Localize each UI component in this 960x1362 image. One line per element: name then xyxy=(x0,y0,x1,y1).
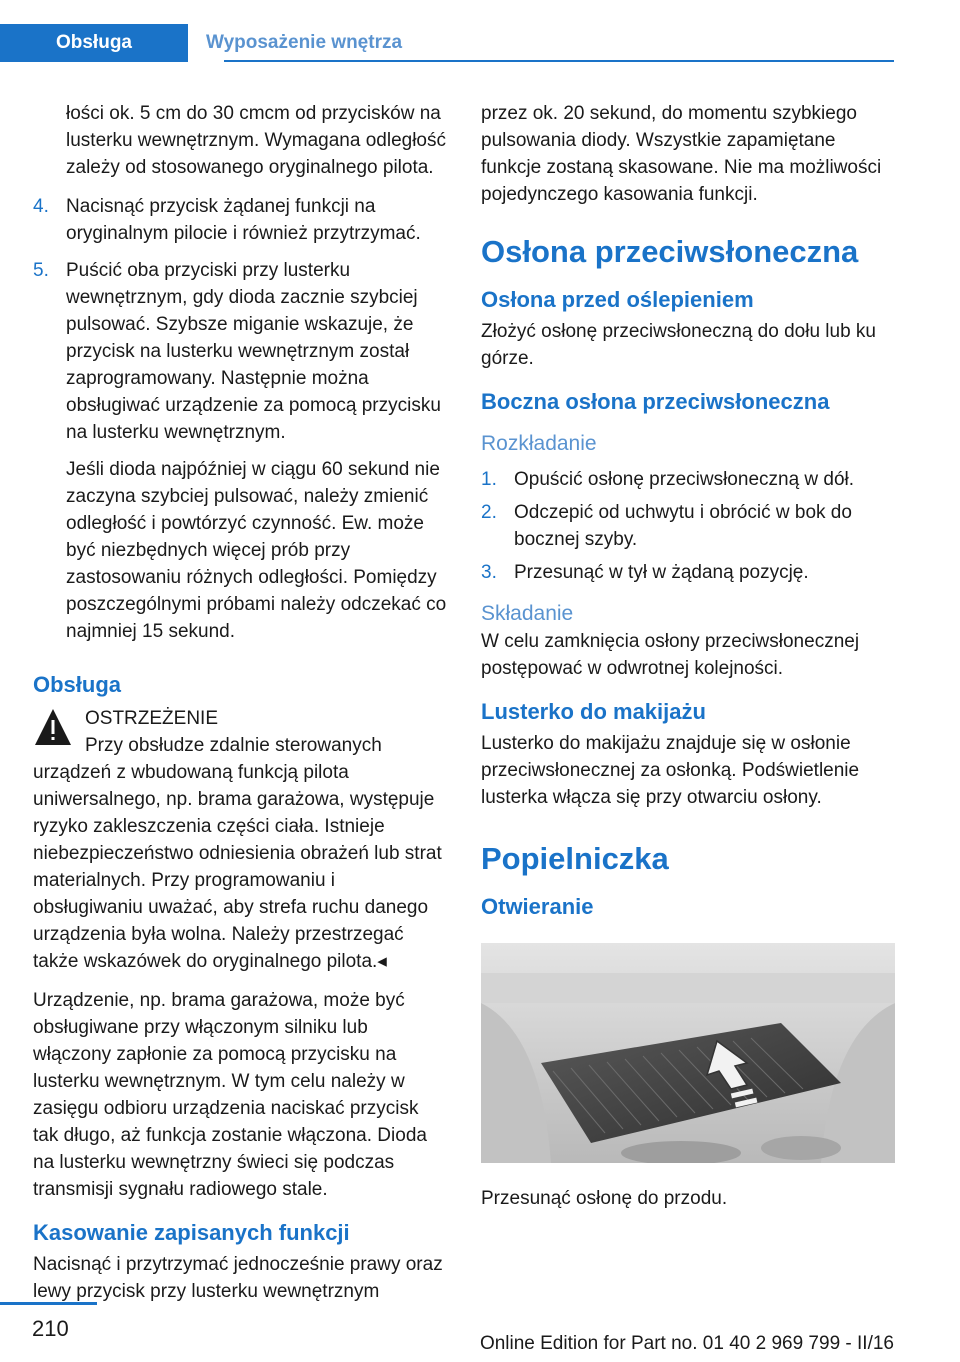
header-tabs xyxy=(0,24,420,62)
obsluga-paragraph: Urządzenie, np. brama garażowa, może być obsługiwane przy włączonym silniku lub włączony zapłonie za pomocą przycisku na lusterku wewnętrznym. W tym celu należy w zasięgu odbioru urządzenia naciskać przycisk tak długo, aż funkcja zostanie włączona. Dioda na lusterku wewnętrzny świeci się podczas transmisji sygnału radiowego stale. xyxy=(33,990,427,1200)
list-text: Puścić oba przyciski przy lusterku wewnętrznym, gdy dioda zacznie szybciej pulsować. Szybsze miganie wskazuje, że przycisk na lusterku wewnętrznym został zaprogramowany. Następnie można obsługiwać urządzenie za pomocą przycisku na lusterku wewnętrznym. xyxy=(66,260,441,443)
list-item xyxy=(33,193,448,247)
footer-divider xyxy=(0,1302,97,1305)
warning-text: Przy obsłudze zdalnie sterowanych urządzeń z wbudowaną funkcją pilota uniwersalnego, np. brama garażowa, występuje ryzyko zakleszczenia części ciała. Istnieje niebezpieczeństwo odniesienia obrażeń lub strat materialnych. Przy programowaniu i obsługiwaniu uważać, aby strefa ruchu danego urządzenia była wolna. Należy przestrzegać także wskazówek do oryginalnego pilota.◂ xyxy=(33,735,442,972)
list-number: 3. xyxy=(481,562,497,583)
section-heading-kasowanie: Kasowanie zapisanych funkcji xyxy=(33,1220,350,1245)
section-heading-otwieranie: Otwieranie xyxy=(481,894,594,919)
warning-icon xyxy=(33,705,85,749)
step-note: Jeśli dioda najpóźniej w ciągu 60 sekund nie zaczyna szybciej pulsować, należy zmienić odległość i powtórzyć czynność. Ew. może być niezbędnych więcej prób przy zastosowaniu różnych odległości. Pomiędzy poszczególnymi próbami należy odczekać co najmniej 15 sekund. xyxy=(66,459,447,642)
list-text: Odczepić od uchwytu i obrócić w bok do bocznej szyby. xyxy=(514,502,852,550)
header-divider xyxy=(224,60,894,62)
chapter-title-oslona: Osłona przeciwsłoneczna xyxy=(481,234,859,269)
kasowanie-paragraph: Nacisnąć i przytrzymać jednocześnie prawy oraz lewy przycisk przy lusterku wewnętrznym xyxy=(33,1254,443,1302)
list-number: 4. xyxy=(33,196,49,217)
subheading-rozkladanie: Rozkładanie xyxy=(481,432,597,455)
section-heading-oslepienie: Osłona przed oślepieniem xyxy=(481,287,754,312)
tab-wyposazenie[interactable]: Wyposażenie wnętrza xyxy=(206,32,403,53)
list-item xyxy=(481,499,896,553)
right-column xyxy=(481,100,896,1224)
subheading-skladanie: Składanie xyxy=(481,602,574,625)
section-heading-boczna: Boczna osłona przeciwsłoneczna xyxy=(481,389,830,414)
list-number: 5. xyxy=(33,260,49,281)
chapter-title-popielniczka: Popielniczka xyxy=(481,841,669,876)
section-heading-obsluga: Obsługa xyxy=(33,672,122,697)
photo-caption: Przesunąć osłonę do przodu. xyxy=(481,1188,728,1209)
oslepienie-paragraph: Złożyć osłonę przeciwsłoneczną do dołu lub ku górze. xyxy=(481,321,876,369)
skladanie-paragraph: W celu zamknięcia osłony przeciwsłonecznej postępować w odwrotnej kolejności. xyxy=(481,631,860,679)
page-number: 210 xyxy=(32,1316,69,1341)
list-number: 1. xyxy=(481,469,497,490)
continued-paragraph: przez ok. 20 sekund, do momentu szybkiego pulsowania diody. Wszystkie zapamiętane funkcje zostaną skasowane. Nie ma możliwości pojedynczego kasowania funkcji. xyxy=(481,103,882,205)
edition-footer: Online Edition for Part no. 01 40 2 969 799 - II/16 xyxy=(479,1333,894,1354)
ashtray-photo xyxy=(481,943,895,1163)
list-number: 2. xyxy=(481,502,497,523)
lusterko-paragraph: Lusterko do makijażu znajduje się w osłonie przeciwsłonecznej za osłonką. Podświetlenie lusterka włącza się przy otwarciu osłony. xyxy=(481,733,860,808)
continued-paragraph: łości ok. 5 cm do 30 cmcm od przycisków na lusterku wewnętrznym. Wymagana odległość zależy od stosowanego oryginalnego pilota. xyxy=(66,103,446,178)
left-column xyxy=(33,100,448,1317)
list-item xyxy=(481,559,896,586)
list-item xyxy=(481,466,896,493)
list-text: Nacisnąć przycisk żądanej funkcji na oryginalnym pilocie i również przytrzymać. xyxy=(66,196,421,244)
list-text: Opuścić osłonę przeciwsłoneczną w dół. xyxy=(514,469,855,490)
section-heading-lusterko: Lusterko do makijażu xyxy=(481,699,706,724)
list-item xyxy=(33,257,448,446)
warning-title: OSTRZEŻENIE xyxy=(85,708,219,729)
tab-obsluga[interactable]: Obsługa xyxy=(0,24,188,62)
list-text: Przesunąć w tył w żądaną pozycję. xyxy=(514,562,809,583)
